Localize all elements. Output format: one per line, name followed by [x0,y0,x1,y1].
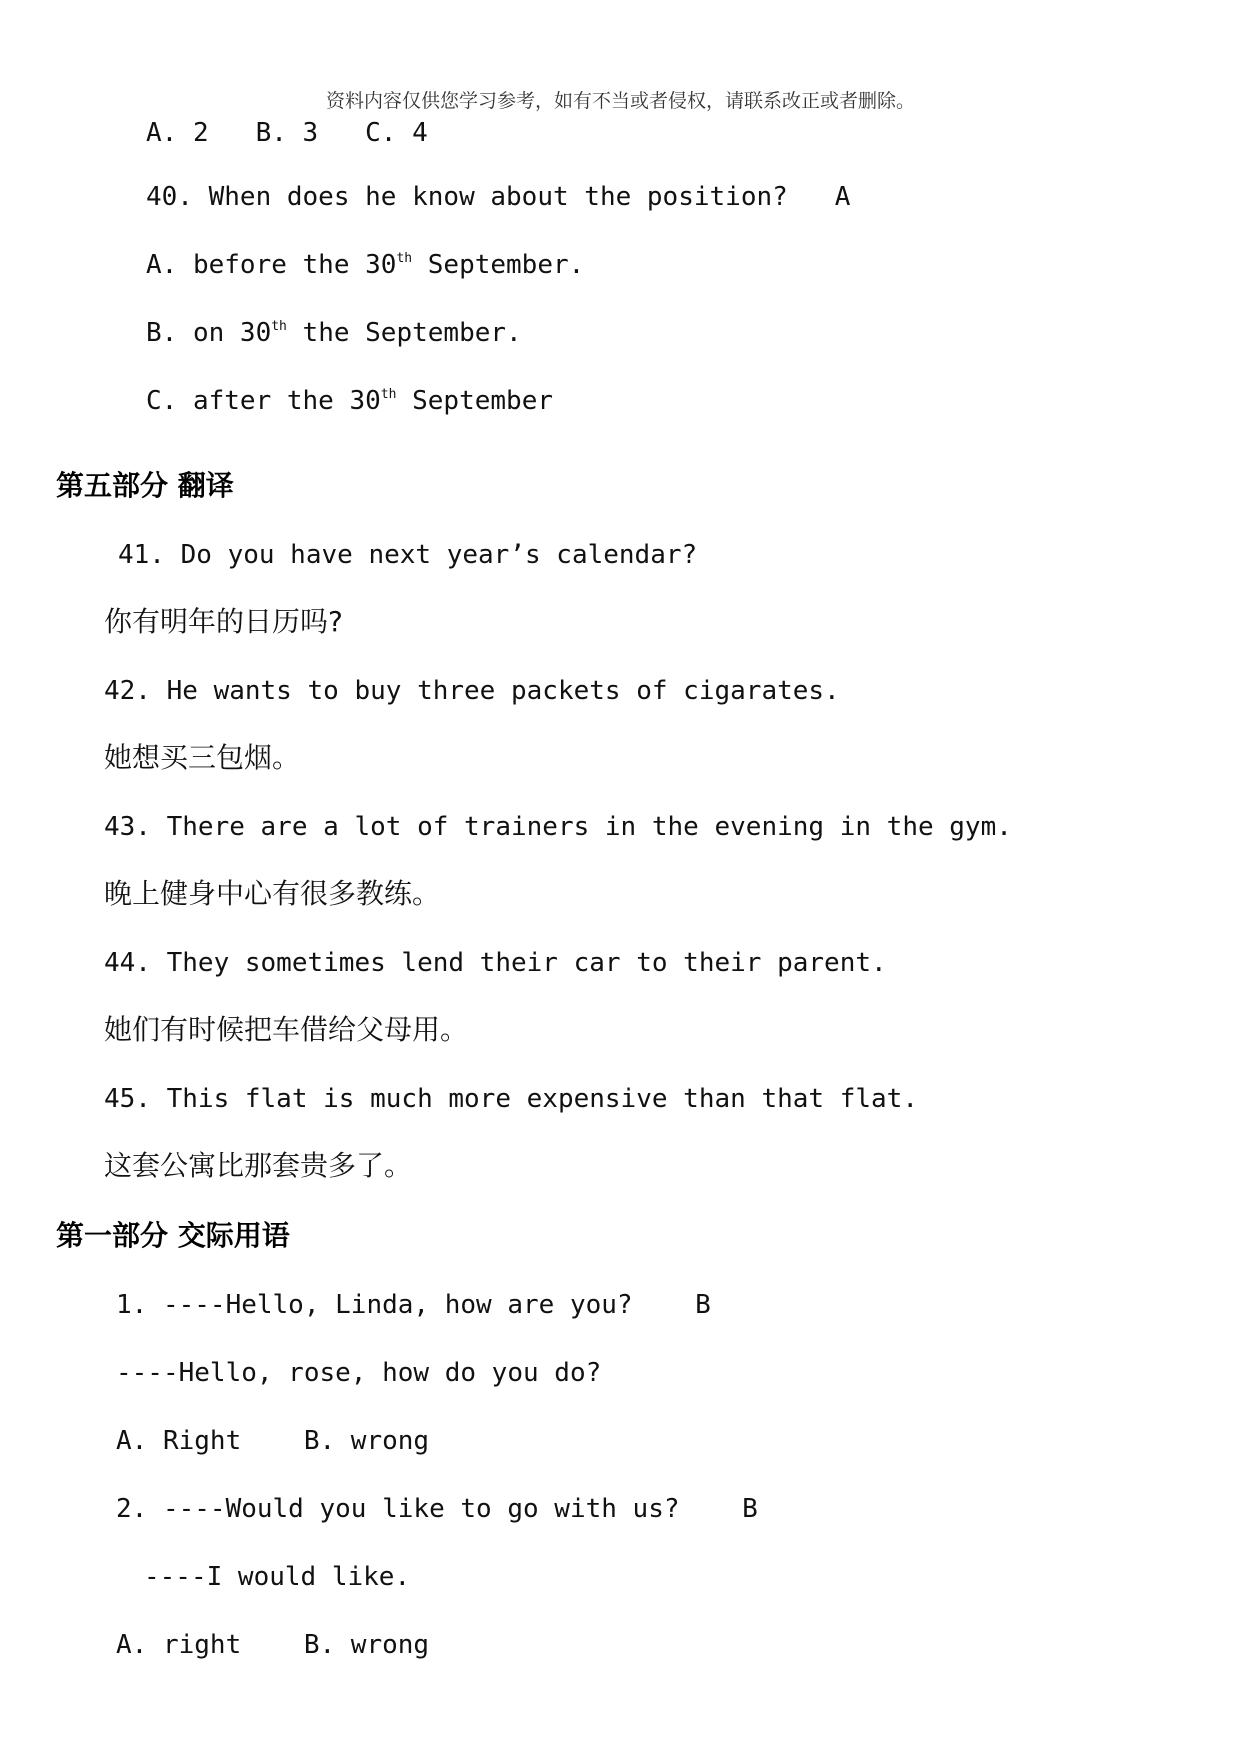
q40-option-c [146,386,553,416]
item44-chinese: 她们有时候把车借给父母用。 [104,1013,469,1046]
q2-line1: 2. ----Would you like to go with us? B [116,1494,758,1524]
ordinal-suffix: th [380,387,397,402]
section1-title: 第一部分 交际用语 [56,1219,290,1252]
option-text: September. [412,250,585,280]
section5-title: 第五部分 翻译 [56,469,234,502]
document-header-note: 资料内容仅供您学习参考，如有不当或者侵权，请联系改正或者删除。 [325,90,915,112]
item43-english: 43. There are a lot of trainers in the evening in the gym. [104,812,1012,842]
q1-options: A. Right B. wrong [116,1426,430,1456]
item41-chinese: 你有明年的日历吗? [104,605,343,638]
q40-option-b [146,318,522,348]
q2-options: A. right B. wrong [116,1630,430,1660]
item43-chinese: 晚上健身中心有很多教练。 [104,877,441,910]
option-text: the September. [286,318,522,348]
q40-option-a [146,250,584,280]
item45-english: 45. This flat is much more expensive than that flat. [104,1084,918,1114]
q1-line1: 1. ----Hello, Linda, how are you? B [116,1290,711,1320]
q40-question: 40. When does he know about the position? A [146,182,851,212]
item41-english: 41. Do you have next year’s calendar? [118,540,698,570]
q2-line2: ----I would like. [144,1562,411,1592]
option-text: September [396,386,554,416]
q1-line2: ----Hello, rose, how do you do? [116,1358,602,1388]
ordinal-suffix: th [271,319,287,334]
option-text: B. on 30 [146,318,272,348]
item45-chinese: 这套公寓比那套贵多了。 [104,1149,413,1182]
option-text: A. before the 30 [146,250,397,280]
item44-english: 44. They sometimes lend their car to their parent. [104,948,887,978]
item42-english: 42. He wants to buy three packets of cigarates. [104,676,840,706]
q39-options: A. 2 B. 3 C. 4 [146,118,428,148]
option-text: C. after the 30 [146,386,381,416]
ordinal-suffix: th [396,251,413,266]
item42-chinese: 她想买三包烟。 [104,741,301,774]
